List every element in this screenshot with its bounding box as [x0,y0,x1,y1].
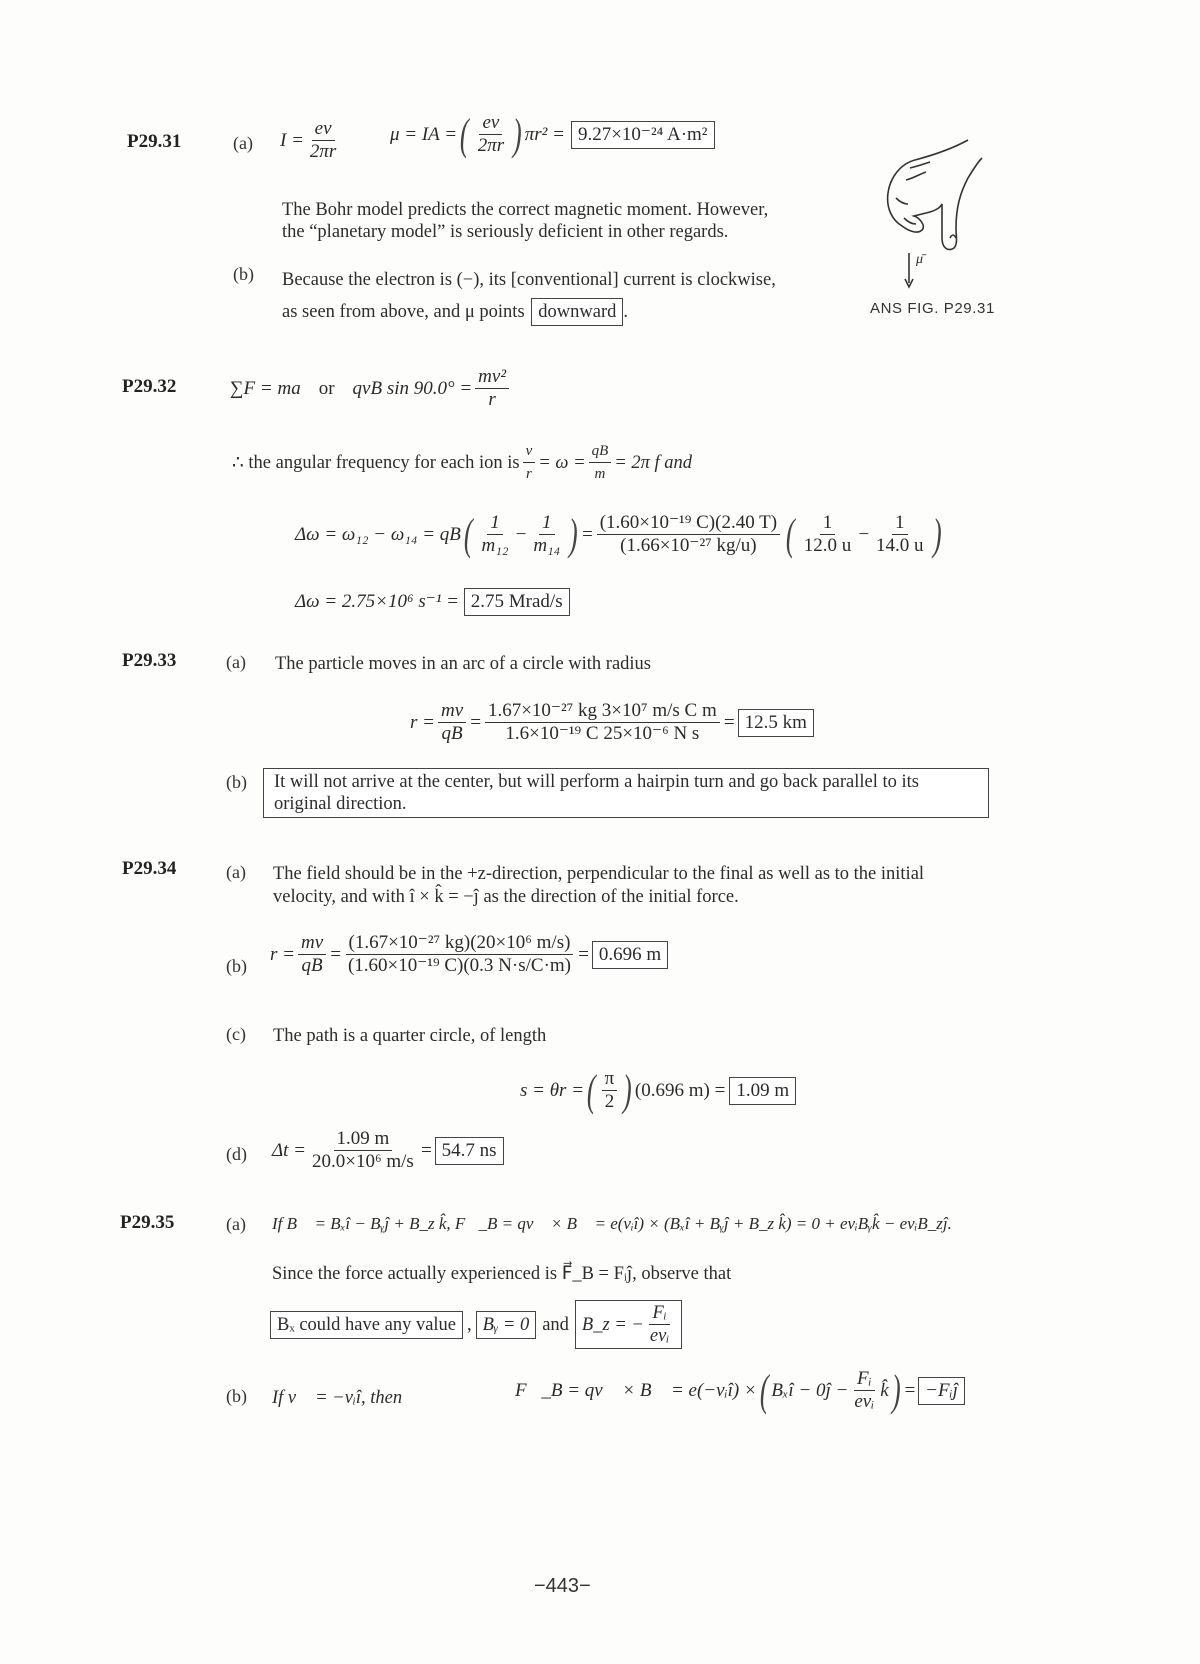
part-label-b: (b) [226,1386,247,1406]
body-text: If v⃗ = −vᵢî, then [272,1388,403,1408]
fraction: $\frac{1}{\text{m₁₂}}$ [481,512,509,556]
problem-label-p29-31: P29.31 [127,131,182,152]
answer-box: 1.09 m [729,1077,796,1105]
answer-box: 12.5 km [738,709,814,737]
right-hand-rule-hand-icon [870,138,1000,288]
fraction: $\frac{ev}{2\pi r}$ [477,112,505,156]
equation-force: If B⃗ = Bₓî − Bᵧĵ + B_z k̂, F⃗_B = qv⃗ × B⃗ = e(vᵢî) × (Bₓî + Bᵧĵ + B_z k̂) = 0 + evᵢBᵧk̂ − evᵢB_zĵ. [272,1214,952,1233]
equation-arc-length: s = θr = ( $\frac{\pi}{2}$ ) (0.696 m) = 1.09 m [520,1068,796,1113]
answer-box: 2.75 Mrad/s [464,588,570,616]
fraction: $\frac{\text{1.67×10⁻²⁷ kg 3×10⁷ m/s C m}}{\text{1.6×10⁻¹⁹ C 25×10⁻⁶ N s}}$ [485,700,720,745]
answer-box: 0.696 m [592,941,668,969]
part-label-a: (a) [233,133,253,153]
answer-box: 54.7 ns [435,1137,504,1165]
body-text: The Bohr model predicts the correct magnetic moment. However, [282,200,769,220]
body-text: the “planetary model” is seriously deficient in other regards. [282,222,729,242]
part-label-a: (a) [226,1214,246,1234]
answer-box: B_z = − $\frac{\text{Fᵢ}}{\text{evᵢ}}$ [575,1300,682,1349]
body-text: velocity, and with î × k̂ = −ĵ as the direction of the initial force. [273,887,739,907]
body-text: Because the electron is (−), its [conventional] current is clockwise, [282,270,776,290]
body-text: The particle moves in an arc of a circle with radius [275,654,652,674]
fraction: $\frac{mv}{qB}$ [438,700,466,745]
problem-label-p29-34: P29.34 [122,858,177,879]
answer-box: downward [531,298,623,326]
problem-label-p29-35: P29.35 [120,1212,175,1233]
fraction: $\frac{mv}{qB}$ [298,932,326,977]
part-label-a: (a) [226,652,246,672]
equation-current: I = $\frac{ev}{2\pi r}$ [280,118,342,163]
fraction: $\frac{1}{14.0 u}$ [876,512,924,556]
equation-time: Δt = $\frac{1.09 m}{\text{20.0×10⁶ m/s}}$ = 54.7 ns [272,1128,504,1173]
part-label-a: (a) [226,862,246,882]
figure-caption: ANS FIG. P29.31 [870,300,995,317]
equation-delta-omega: Δω = ω₁₂ − ω₁₄ = qB ( $\frac{1}{\text{m₁₂}}$ − $\frac{1}{\text{m₁₄}}$ ) = $\frac{\text{(1.60×10⁻¹⁹ C)(2.40 T)}}{\text{(1.66×10⁻²⁷ kg/u)}}$ ( $\frac{1}{12.0 u}$ − $\frac{1}{14.0 u}$ ) [295,509,942,559]
mu-label: μ̄ [916,252,924,267]
part-label-b: (b) [233,264,254,284]
body-text: as seen from above, and μ points downward . [282,298,628,326]
answer-box: 9.27×10⁻²⁴ A·m² [571,121,715,149]
equation-radius: r = $\frac{mv}{qB}$ = $\frac{\text{1.67×10⁻²⁷ kg 3×10⁷ m/s C m}}{\text{1.6×10⁻¹⁹ C 25×10⁻⁶ N s}}$ = 12.5 km [410,700,814,745]
part-label-b: (b) [226,772,247,792]
fraction: $\frac{\text{mv²}}{r}$ [475,366,509,411]
fraction: $\frac{\text{(1.67×10⁻²⁷ kg)(20×10⁶ m/s)}}{\text{(1.60×10⁻¹⁹ C)(0.3 N·s/C·m)}}$ [345,932,574,977]
equation-radius: r = $\frac{mv}{qB}$ = $\frac{\text{(1.67×10⁻²⁷ kg)(20×10⁶ m/s)}}{\text{(1.60×10⁻¹⁹ C)(0.3 N·s/C·m)}}$ = 0.696 m [270,932,668,977]
equation-newton: ∑F = ma or qvB sin 90.0° = $\frac{\text{mv²}}{r}$ [230,366,512,411]
fraction: $\frac{1}{\text{m₁₄}}$ [533,512,561,556]
answer-box: −Fᵢĵ [918,1377,965,1405]
answer-box: Bᵧ = 0 [476,1311,537,1339]
fraction: $\frac{ev}{2\pi r}$ [309,118,337,162]
problem-label-p29-32: P29.32 [122,376,177,397]
part-label-c: (c) [226,1024,246,1044]
equation-result: Δω = 2.75×10⁶ s⁻¹ = 2.75 Mrad/s [295,588,570,616]
fraction: $\frac{v}{r}$ [523,440,536,485]
fraction: $\frac{qB}{m}$ [589,440,612,485]
answer-box: It will not arrive at the center, but will perform a hairpin turn and go back parallel to its original direction. [263,768,989,818]
fraction: $\frac{\text{(1.60×10⁻¹⁹ C)(2.40 T)}}{\text{(1.66×10⁻²⁷ kg/u)}}$ [597,512,780,557]
fraction: $\frac{1.09 m}{\text{20.0×10⁶ m/s}}$ [312,1128,414,1172]
page-number: −443− [534,1575,591,1597]
part-label-d: (d) [226,1144,247,1164]
equation-force-b: F⃗_B = qv⃗ × B⃗ = e(−vᵢî) × ( Bₓî − 0ĵ − $\frac{\text{Fᵢ}}{\text{evᵢ}}$ k̂ ) = −Fᵢĵ [515,1368,965,1413]
answer-box: Bₓ could have any value [270,1311,463,1339]
part-label-b: (b) [226,956,247,976]
fraction: $\frac{1}{12.0 u}$ [803,512,852,556]
fraction: $\frac{\text{Fᵢ}}{\text{evᵢ}}$ [854,1368,875,1412]
body-text: ∴ the angular frequency for each ion is $\frac{v}{r}$ = ω = $\frac{qB}{m}$ = 2π f and [232,440,692,485]
equation-magnetic-moment: μ = IA = ( $\frac{ev}{2\pi r}$ ) πr² = 9.27×10⁻²⁴ A·m² [390,112,715,157]
fraction: $\frac{\text{Fᵢ}}{\text{evᵢ}}$ [649,1303,670,1346]
body-text: The path is a quarter circle, of length [273,1026,547,1046]
body-text: The field should be in the +z-direction, perpendicular to the final as well as to the initial [273,864,925,884]
body-text: Since the force actually experienced is F⃗_B = Fᵢĵ, observe that [272,1264,732,1284]
problem-label-p29-33: P29.33 [122,650,177,671]
answers-row: Bₓ could have any value , Bᵧ = 0 and B_z = − $\frac{\text{Fᵢ}}{\text{evᵢ}}$ [270,1300,682,1349]
fraction: $\frac{\pi}{2}$ [602,1068,618,1113]
